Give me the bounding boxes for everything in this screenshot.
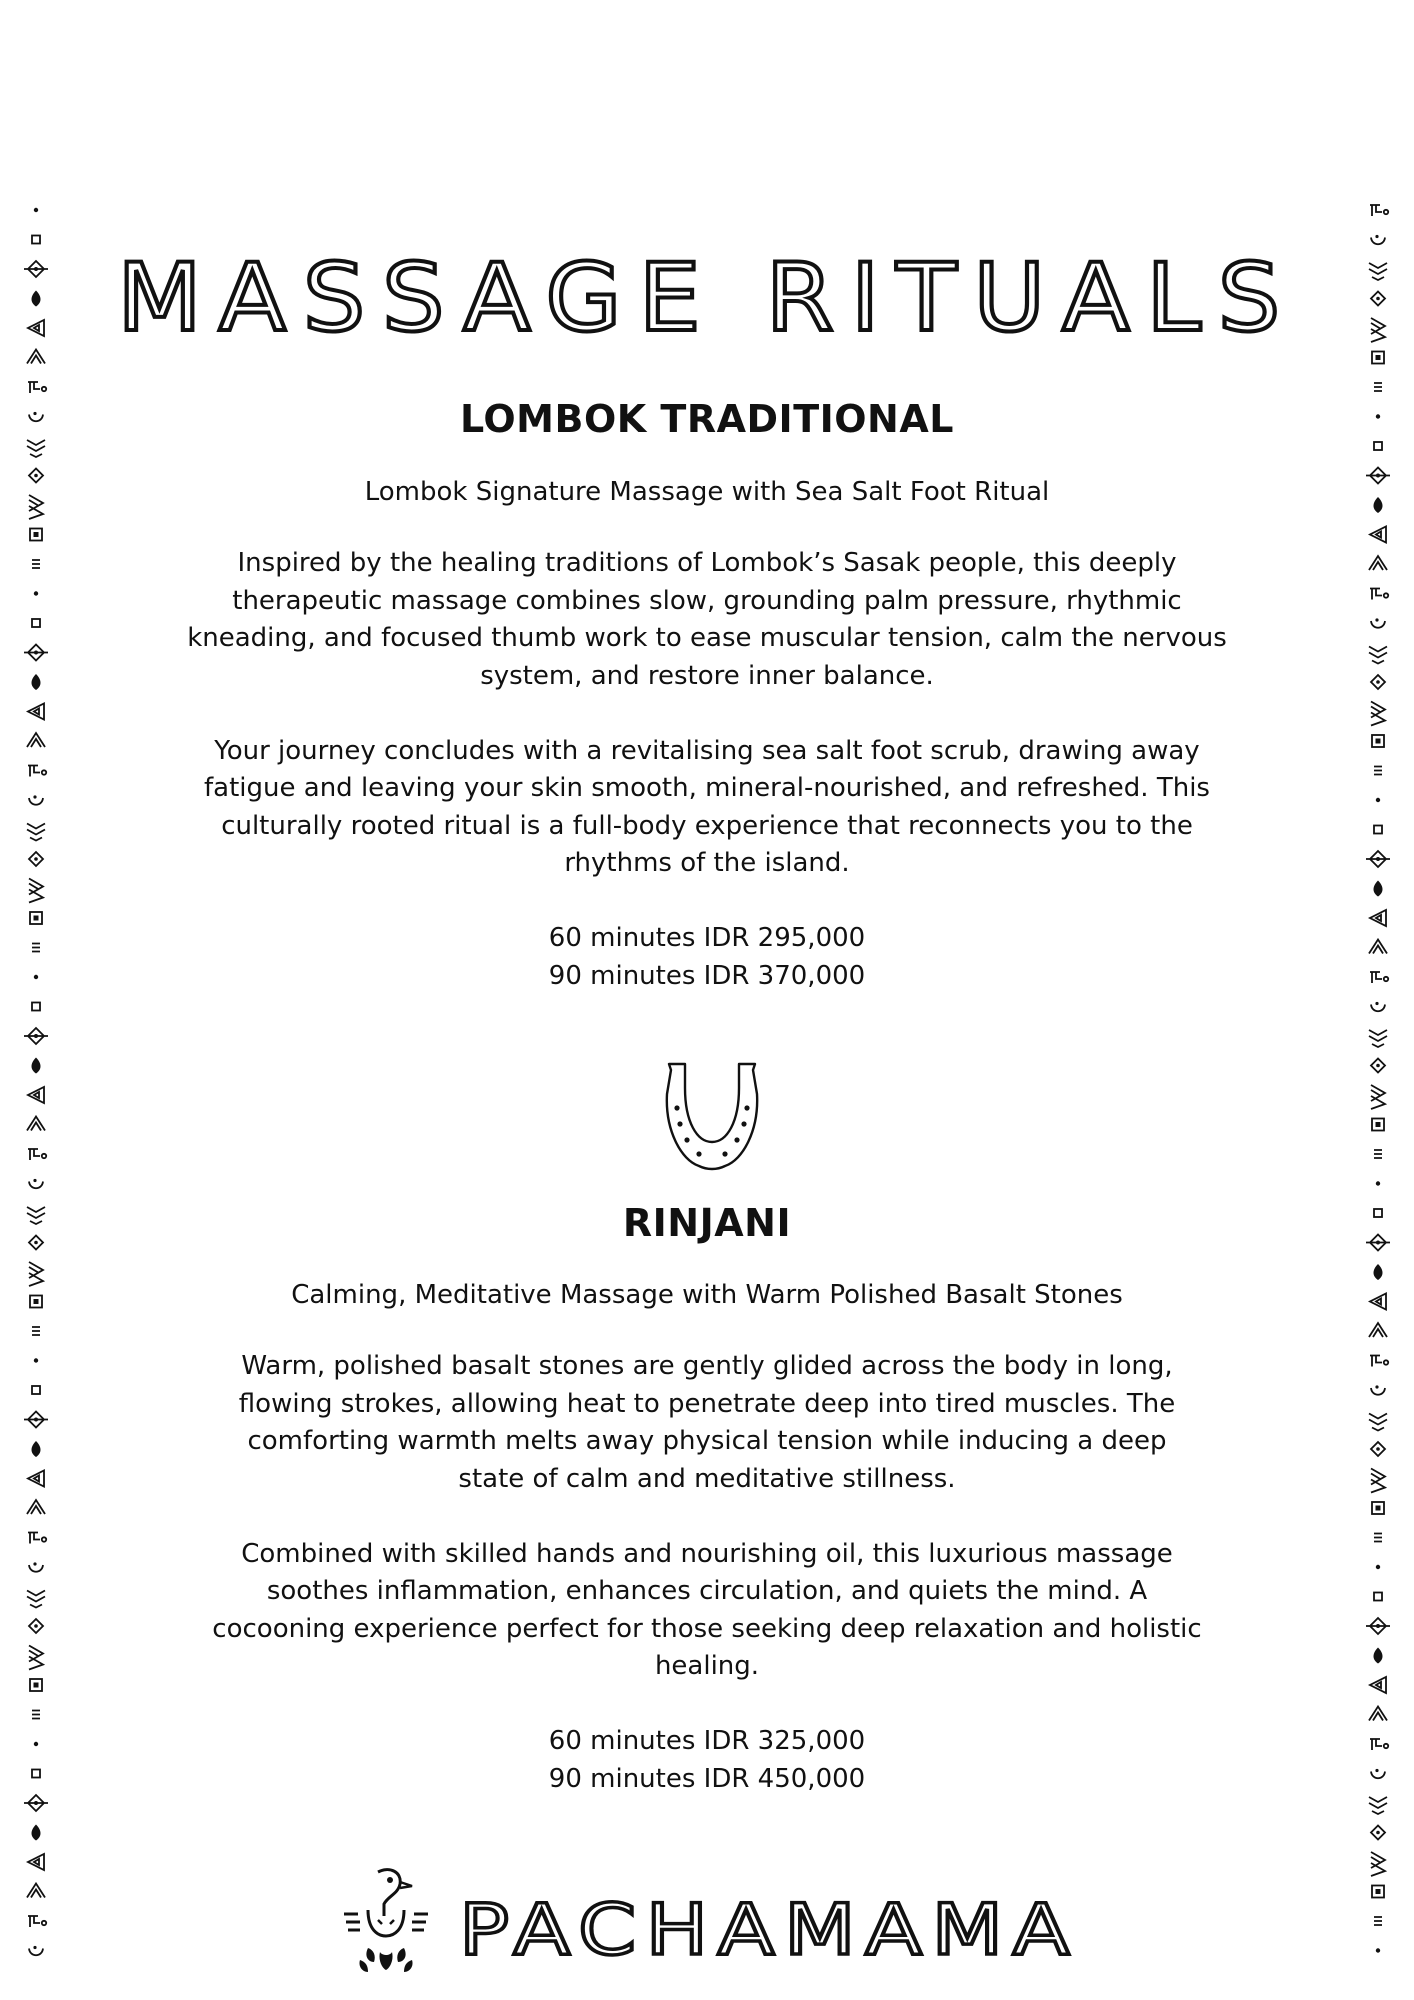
border-motif <box>24 645 48 661</box>
svg-text:MASSAGE RITUALS: MASSAGE RITUALS <box>117 244 1297 344</box>
border-motif <box>1371 1852 1385 1876</box>
border-motif <box>27 440 45 457</box>
border-motif <box>1376 1948 1380 1952</box>
border-motif <box>24 1795 48 1811</box>
border-motif <box>1369 1707 1387 1721</box>
service-subtitle: Lombok Signature Massage with Sea Salt Foot Ritual <box>364 477 1050 507</box>
border-motif <box>1372 352 1384 364</box>
border-motif <box>28 1916 46 1927</box>
border-motif <box>1371 1002 1385 1011</box>
border-motif <box>29 1236 43 1250</box>
border-motif <box>1374 1264 1383 1280</box>
border-motif <box>28 766 46 777</box>
border-motif <box>30 1679 42 1691</box>
border-motif <box>27 350 45 364</box>
border-motif <box>27 1117 45 1131</box>
border-motif <box>28 382 46 393</box>
pachamama-logo-icon <box>338 1864 434 1976</box>
border-motif <box>1376 1565 1380 1569</box>
border-motif <box>32 619 40 627</box>
text-line: state of calm and meditative stillness. <box>458 1463 956 1494</box>
price-line: 90 minutes IDR 450,000 <box>548 1763 866 1794</box>
border-motif <box>34 208 38 212</box>
text-line: Combined with skilled hands and nourishing oil, this luxurious massage <box>241 1538 1173 1569</box>
border-motif <box>28 1149 46 1160</box>
border-motif <box>32 1327 40 1335</box>
description-paragraph <box>140 733 1274 883</box>
text-line: Warm, polished basalt stones are gently glided across the body in long, <box>241 1351 1173 1381</box>
text-line: healing. <box>654 1651 760 1681</box>
border-motif <box>1374 1917 1382 1925</box>
border-motif <box>29 1179 43 1188</box>
border-motif <box>1370 1294 1386 1310</box>
border-motif <box>32 1003 40 1011</box>
border-motif <box>1374 1150 1382 1158</box>
price-line: 60 minutes IDR 295,000 <box>548 923 866 953</box>
service-rinjani <box>140 1201 1274 1798</box>
border-motif <box>1371 1826 1385 1840</box>
border-motif <box>1371 1769 1385 1778</box>
border-motif <box>29 1619 43 1633</box>
border-motif <box>1376 1181 1380 1185</box>
price-line: 60 minutes IDR 325,000 <box>548 1726 866 1756</box>
border-motif <box>34 1358 38 1362</box>
border-motif <box>1372 1119 1384 1131</box>
border-motif <box>34 975 38 979</box>
border-motif <box>27 824 45 841</box>
border-motif <box>28 1854 44 1870</box>
border-motif <box>1371 292 1385 306</box>
price-line: 90 minutes IDR 370,000 <box>548 960 866 991</box>
border-motif <box>29 469 43 483</box>
border-motif <box>1369 1323 1387 1337</box>
tribal-border-left <box>16 196 56 1976</box>
border-motif <box>29 1946 43 1955</box>
border-motif <box>29 1262 43 1286</box>
border-motif <box>1369 556 1387 570</box>
border-motif <box>27 1884 45 1898</box>
border-motif <box>1371 1442 1385 1456</box>
border-motif <box>1366 851 1390 867</box>
border-motif <box>1371 318 1385 342</box>
border-motif <box>24 1412 48 1428</box>
border-motif <box>28 1533 46 1544</box>
border-motif <box>1374 1209 1382 1217</box>
service-subtitle: Calming, Meditative Massage with Warm Polished Basalt Stones <box>291 1280 1123 1310</box>
border-motif <box>32 944 40 952</box>
border-motif <box>27 1207 45 1224</box>
text-line: culturally rooted ritual is a full-body experience that reconnects you to the <box>221 810 1193 841</box>
border-motif <box>28 1471 44 1487</box>
page-title <box>110 244 1304 344</box>
border-motif <box>1374 881 1383 897</box>
border-motif <box>29 879 43 903</box>
border-motif <box>30 529 42 541</box>
border-motif <box>1370 527 1386 543</box>
border-motif <box>32 674 41 690</box>
text-line: system, and restore inner balance. <box>480 660 934 691</box>
border-motif <box>1370 589 1388 600</box>
border-motif <box>29 1562 43 1571</box>
border-motif <box>1374 1534 1382 1542</box>
border-motif <box>1374 767 1382 775</box>
service-lombok-traditional <box>140 397 1274 995</box>
service-heading: RINJANI <box>622 1201 792 1245</box>
border-motif <box>34 591 38 595</box>
price-list <box>140 1723 1274 1798</box>
border-motif <box>1371 235 1385 244</box>
service-description <box>140 1348 1274 1686</box>
border-motif <box>27 1500 45 1514</box>
border-motif <box>1372 1502 1384 1514</box>
border-motif <box>1369 1797 1387 1814</box>
border-motif <box>1371 1469 1385 1493</box>
border-motif <box>32 236 40 244</box>
border-motif <box>1366 1618 1390 1634</box>
border-motif <box>32 560 40 568</box>
service-description <box>140 545 1274 883</box>
border-motif <box>1374 383 1382 391</box>
text-line: Your journey concludes with a revitalising sea salt foot scrub, drawing away <box>214 735 1200 766</box>
border-motif <box>34 1742 38 1746</box>
border-motif <box>1374 826 1382 834</box>
border-motif <box>30 912 42 924</box>
text-line: cocooning experience perfect for those seeking deep relaxation and holistic <box>212 1613 1202 1644</box>
border-motif <box>29 852 43 866</box>
text-line: fatigue and leaving your skin smooth, mineral-nourished, and refreshed. This <box>204 773 1210 803</box>
description-paragraph <box>140 1348 1274 1498</box>
border-motif <box>32 1711 40 1719</box>
border-motif <box>1370 1739 1388 1750</box>
border-motif <box>30 1296 42 1308</box>
horseshoe-icon <box>655 1060 769 1172</box>
border-motif <box>32 1825 41 1841</box>
border-motif <box>1371 618 1385 627</box>
border-motif <box>29 412 43 421</box>
border-motif <box>32 291 41 307</box>
service-heading: LOMBOK TRADITIONAL <box>460 397 954 441</box>
text-line: rhythms of the island. <box>564 848 850 878</box>
border-motif <box>1371 702 1385 726</box>
svg-text:PACHAMAMA: PACHAMAMA <box>459 1892 1079 1958</box>
border-motif <box>1370 910 1386 926</box>
text-line: flowing strokes, allowing heat to penetrate deep into tired muscles. The <box>238 1388 1176 1419</box>
border-motif <box>24 1028 48 1044</box>
border-motif <box>1374 1648 1383 1664</box>
border-motif <box>1370 205 1388 216</box>
border-motif <box>1376 414 1380 418</box>
border-motif <box>1370 1677 1386 1693</box>
border-motif <box>1374 1593 1382 1601</box>
border-motif <box>1369 1414 1387 1431</box>
text-line: therapeutic massage combines slow, grounding palm pressure, rhythmic <box>232 585 1182 616</box>
border-motif <box>1371 675 1385 689</box>
border-motif <box>29 1646 43 1670</box>
brand-name <box>454 1892 1084 1958</box>
border-motif <box>1371 1385 1385 1394</box>
border-motif <box>1369 1030 1387 1047</box>
border-motif <box>27 733 45 747</box>
text-line: comforting warmth melts away physical tension while inducing a deep <box>247 1426 1167 1456</box>
border-motif <box>1366 1235 1390 1251</box>
border-motif <box>28 1087 44 1103</box>
border-motif <box>1372 735 1384 747</box>
border-motif <box>24 261 48 277</box>
price-list <box>140 920 1274 995</box>
border-motif <box>1369 940 1387 954</box>
border-motif <box>1371 1085 1385 1109</box>
border-motif <box>1370 972 1388 983</box>
border-motif <box>1374 497 1383 513</box>
border-motif <box>1372 1886 1384 1898</box>
border-motif <box>32 1058 41 1074</box>
border-motif <box>1366 468 1390 484</box>
border-motif <box>28 320 44 336</box>
tribal-border-right <box>1358 196 1398 1976</box>
border-motif <box>27 1591 45 1608</box>
border-motif <box>1371 1059 1385 1073</box>
border-motif <box>29 495 43 519</box>
border-motif <box>1376 798 1380 802</box>
description-paragraph <box>140 545 1274 695</box>
border-motif <box>1369 647 1387 664</box>
text-line: soothes inflammation, enhances circulation, and quiets the mind. A <box>266 1576 1148 1606</box>
border-motif <box>1370 1356 1388 1367</box>
border-motif <box>28 704 44 720</box>
border-motif <box>1369 263 1387 280</box>
border-motif <box>32 1386 40 1394</box>
text-line: kneading, and focused thumb work to ease muscular tension, calm the nervous <box>187 623 1227 653</box>
border-motif <box>29 795 43 804</box>
border-motif <box>1374 442 1382 450</box>
border-motif <box>32 1770 40 1778</box>
description-paragraph <box>140 1536 1274 1686</box>
border-motif <box>32 1441 41 1457</box>
text-line: Inspired by the healing traditions of Lombok’s Sasak people, this deeply <box>237 548 1177 578</box>
